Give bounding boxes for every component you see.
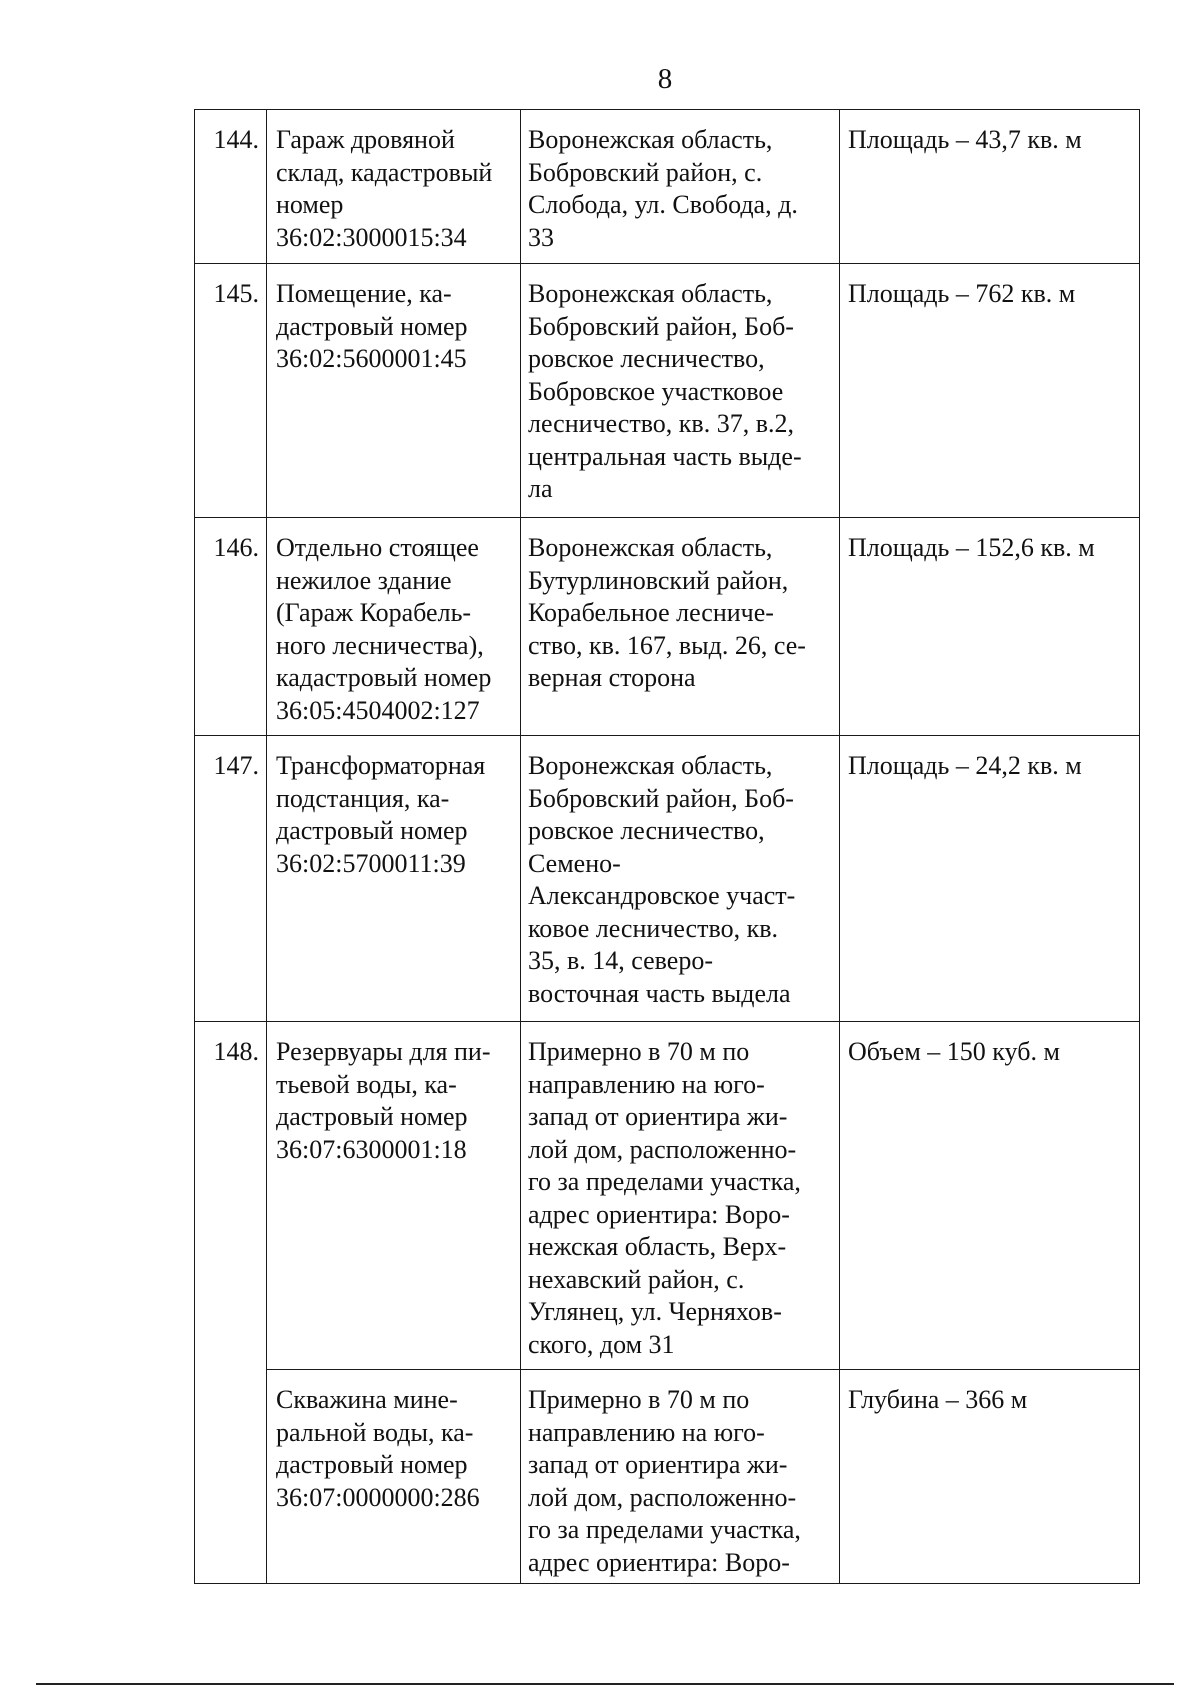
object-measure: Площадь – 24,2 кв. м: [840, 736, 1140, 1022]
object-name: Трансформаторная подстанция, ка- дастровый номер 36:02:5700011:39: [267, 736, 521, 1022]
object-address: Примерно в 70 м по направлению на юго- запад от ориентира жи- лой дом, расположенно- го за пределами участка, адрес ориентира: Воро-: [521, 1370, 840, 1584]
object-name: Гараж дровяной склад, кадастровый номер 36:02:3000015:34: [267, 110, 521, 264]
table-row: [195, 1370, 1140, 1584]
object-name: Скважина мине- ральной воды, ка- дастровый номер 36:07:0000000:286: [267, 1370, 521, 1584]
row-number: 144.: [195, 110, 267, 264]
property-table: [194, 109, 1140, 1584]
object-measure: Объем – 150 куб. м: [840, 1022, 1140, 1370]
object-address: Воронежская область, Бобровский район, Боб- ровское лесничество, Бобровское участковое лесничество, кв. 37, в.2, центральная часть выде- ла: [521, 264, 840, 518]
table-row: [195, 1022, 1140, 1370]
object-address: Воронежская область, Бутурлиновский район, Корабельное лесниче- ство, кв. 167, выд. 26, се- верная сторона: [521, 518, 840, 736]
page-number: 8: [657, 63, 673, 95]
object-name: Помещение, ка- дастровый номер 36:02:5600001:45: [267, 264, 521, 518]
table-row: [195, 518, 1140, 736]
object-name: Отдельно стоящее нежилое здание (Гараж Корабель- ного лесничества), кадастровый номер 36:05:4504002:127: [267, 518, 521, 736]
table-row: [195, 110, 1140, 264]
row-number: 147.: [195, 736, 267, 1022]
object-measure: Площадь – 43,7 кв. м: [840, 110, 1140, 264]
table-row: [195, 264, 1140, 518]
object-measure: Глубина – 366 м: [840, 1370, 1140, 1584]
object-name: Резервуары для пи- тьевой воды, ка- дастровый номер 36:07:6300001:18: [267, 1022, 521, 1370]
table-row: [195, 736, 1140, 1022]
row-number: 146.: [195, 518, 267, 736]
object-measure: Площадь – 762 кв. м: [840, 264, 1140, 518]
bottom-rule: [36, 1683, 1174, 1685]
object-address: Воронежская область, Бобровский район, с. Слобода, ул. Свобода, д. 33: [521, 110, 840, 264]
object-address: Примерно в 70 м по направлению на юго- запад от ориентира жи- лой дом, расположенно- го за пределами участка, адрес ориентира: Воро- нежская область, Верх- нехавский район, с. Углянец, ул. Черняхов- ского, дом 31: [521, 1022, 840, 1370]
object-address: Воронежская область, Бобровский район, Боб- ровское лесничество, Семено- Александровское участ- ковое лесничество, кв. 35, в. 14, северо- восточная часть выдела: [521, 736, 840, 1022]
row-number: 148.: [195, 1022, 267, 1584]
row-number: 145.: [195, 264, 267, 518]
object-measure: Площадь – 152,6 кв. м: [840, 518, 1140, 736]
